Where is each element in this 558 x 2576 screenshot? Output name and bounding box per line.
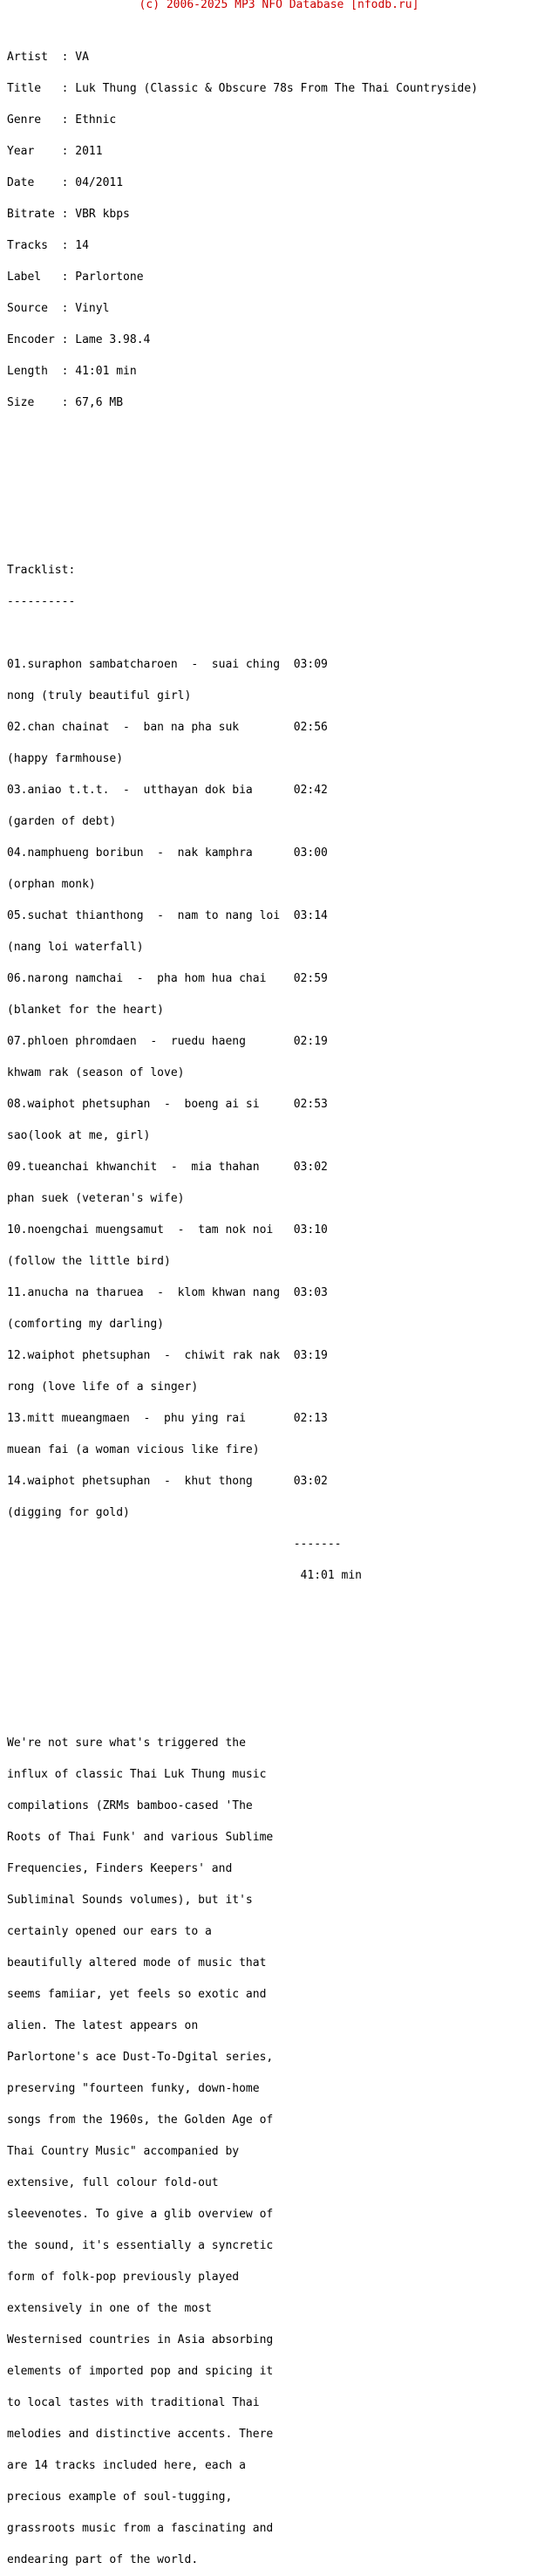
track-line: (garden of debt) <box>7 815 117 828</box>
blank-line <box>7 513 478 524</box>
track-line: (digging for gold) <box>7 1506 130 1519</box>
review-text <box>7 1717 478 2576</box>
tracklist-underline: ---------- <box>7 595 76 608</box>
info-line: Label : Parlortone <box>7 271 144 284</box>
review-line: Parlortone's ace Dust-To-Dgital series, <box>7 2051 274 2064</box>
track-line: 13.mitt mueangmaen - phu ying rai 02:13 <box>7 1412 328 1425</box>
review-line: form of folk-pop previously played <box>7 2271 240 2284</box>
review-line: We're not sure what's triggered the <box>7 1737 246 1750</box>
track-line: 07.phloen phromdaen - ruedu haeng 02:19 <box>7 1035 328 1048</box>
track-line: rong (love life of a singer) <box>7 1380 199 1394</box>
tracklist-heading: Tracklist: <box>7 564 76 577</box>
blank-line <box>7 450 478 461</box>
info-line: Title : Luk Thung (Classic & Obscure 78s From The Thai Countryside) <box>7 82 479 95</box>
blank-line <box>7 1623 478 1634</box>
info-line: Year : 2011 <box>7 145 103 158</box>
track-line: 06.narong namchai - pha hom hua chai 02:59 <box>7 972 328 985</box>
blank-line <box>7 1686 478 1696</box>
total-rule: ------- <box>7 1538 342 1551</box>
review-line: influx of classic Thai Luk Thung music <box>7 1768 267 1781</box>
info-line: Genre : Ethnic <box>7 113 117 127</box>
nfodb-credit-header: (c) 2006-2025 MP3 NFO Database [nfodb.ru] <box>139 0 419 11</box>
track-line: (orphan monk) <box>7 878 96 891</box>
blank-line <box>7 628 478 639</box>
review-line: certainly opened our ears to a <box>7 1925 212 1938</box>
blank-line <box>7 482 478 492</box>
info-line: Length : 41:01 min <box>7 365 137 378</box>
nfo-document <box>7 10 478 2576</box>
review-line: melodies and distinctive accents. There <box>7 2428 274 2441</box>
review-line: beautifully altered mode of music that <box>7 1956 267 1970</box>
track-line: 12.waiphot phetsuphan - chiwit rak nak 03:19 <box>7 1349 328 1362</box>
review-line: preserving "fourteen funky, down-home <box>7 2082 260 2095</box>
review-line: precious example of soul-tugging, <box>7 2490 233 2504</box>
review-line: extensive, full colour fold-out <box>7 2176 219 2189</box>
tracklist <box>7 545 478 1602</box>
track-line: 09.tueanchai khwanchit - mia thahan 03:02 <box>7 1161 328 1174</box>
track-line: 10.noengchai muengsamut - tam nok noi 03:10 <box>7 1223 328 1237</box>
review-line: Subliminal Sounds volumes), but it's <box>7 1894 253 1907</box>
review-line: Thai Country Music" accompanied by <box>7 2145 240 2158</box>
review-line: alien. The latest appears on <box>7 2019 199 2032</box>
release-info <box>7 31 478 429</box>
review-line: Roots of Thai Funk' and various Sublime <box>7 1831 274 1844</box>
info-line: Size : 67,6 MB <box>7 396 124 409</box>
track-line: 04.namphueng boribun - nak kamphra 03:00 <box>7 846 328 860</box>
track-line: 05.suchat thianthong - nam to nang loi 03:14 <box>7 909 328 922</box>
review-line: Westernised countries in Asia absorbing <box>7 2333 274 2346</box>
track-line: (happy farmhouse) <box>7 752 124 765</box>
review-line: Frequencies, Finders Keepers' and <box>7 1862 233 1875</box>
info-line: Date : 04/2011 <box>7 176 124 189</box>
review-line: endearing part of the world. <box>7 2553 199 2566</box>
track-line: (follow the little bird) <box>7 1255 171 1268</box>
review-line: to local tastes with traditional Thai <box>7 2396 260 2409</box>
track-line: (nang loi waterfall) <box>7 941 144 954</box>
track-line: 03.aniao t.t.t. - utthayan dok bia 02:42 <box>7 784 328 797</box>
track-line: khwam rak (season of love) <box>7 1066 185 1079</box>
review-line: seems famiiar, yet feels so exotic and <box>7 1988 267 2001</box>
info-line: Encoder : Lame 3.98.4 <box>7 333 151 346</box>
info-line: Tracks : 14 <box>7 239 89 252</box>
track-line: phan suek (veteran's wife) <box>7 1192 185 1205</box>
track-line: sao(look at me, girl) <box>7 1129 151 1142</box>
track-line: nong (truly beautiful girl) <box>7 689 192 702</box>
track-line: 11.anucha na tharuea - klom khwan nang 03:03 <box>7 1286 328 1299</box>
info-line: Artist : VA <box>7 51 89 64</box>
track-line: 02.chan chainat - ban na pha suk 02:56 <box>7 721 328 734</box>
review-line: grassroots music from a fascinating and <box>7 2522 274 2535</box>
info-line: Bitrate : VBR kbps <box>7 208 130 221</box>
blank-line <box>7 1655 478 1665</box>
review-line: sleevenotes. To give a glib overview of <box>7 2208 274 2221</box>
track-line: 01.suraphon sambatcharoen - suai ching 03:09 <box>7 658 328 671</box>
track-line: muean fai (a woman vicious like fire) <box>7 1443 260 1456</box>
track-line: 14.waiphot phetsuphan - khut thong 03:02 <box>7 1475 328 1488</box>
review-line: compilations (ZRMs bamboo-cased 'The <box>7 1799 253 1812</box>
track-line: 08.waiphot phetsuphan - boeng ai si 02:53 <box>7 1098 328 1111</box>
track-line: (blanket for the heart) <box>7 1004 165 1017</box>
total-length: 41:01 min <box>7 1569 362 1582</box>
review-line: are 14 tracks included here, each a <box>7 2459 246 2472</box>
review-line: the sound, it's essentially a syncretic <box>7 2239 274 2252</box>
info-line: Source : Vinyl <box>7 302 110 315</box>
review-line: songs from the 1960s, the Golden Age of <box>7 2114 274 2127</box>
review-line: elements of imported pop and spicing it <box>7 2365 274 2378</box>
review-line: extensively in one of the most <box>7 2302 212 2315</box>
track-line: (comforting my darling) <box>7 1318 165 1331</box>
